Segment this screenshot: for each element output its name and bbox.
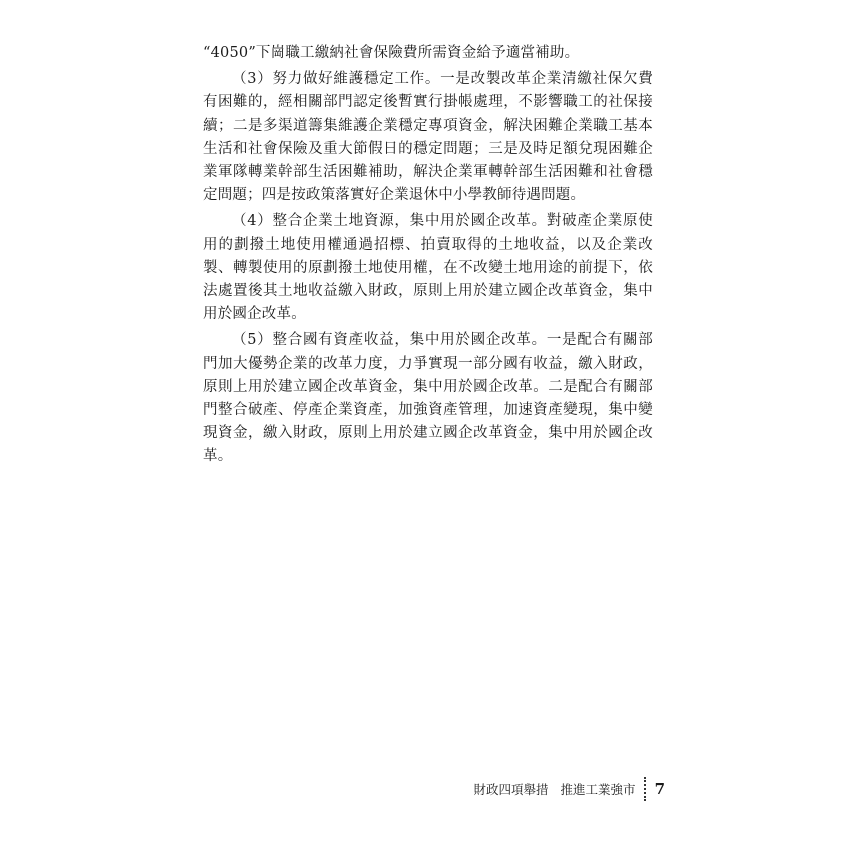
- body-text: [203, 42, 653, 472]
- page-number: 7: [654, 780, 665, 798]
- paragraph-continuation: “4050”下崗職工繳納社會保險費所需資金給予適當補助。: [203, 45, 580, 61]
- paragraph-item-4: （4）整合企業土地資源，集中用於國企改革。對破產企業原使用的劃撥土地使用權通過招標、拍賣取得的土地收益，以及企業改製、轉製使用的原劃撥土地使用權，在不改變土地用途的前提下，依法處置後其土地收益繳入財政，原則上用於建立國企改革資金，集中用於國企改革。: [203, 213, 653, 323]
- footer-divider: [644, 777, 646, 801]
- footer-chapter-title: 財政四項舉措: [473, 782, 549, 797]
- running-footer: [450, 776, 665, 802]
- footer-section-title: 推進工業強市: [560, 782, 636, 797]
- paragraph-item-3: （3）努力做好維護穩定工作。一是改製改革企業清繳社保欠費有困難的，經相關部門認定後暫實行掛帳處理，不影響職工的社保接續；二是多渠道籌集維護企業穩定專項資金，解決困難企業職工基本生活和社會保險及重大節假日的穩定問題；三是及時足額兌現困難企業軍隊轉業幹部生活困難補助，解決企業軍轉幹部生活困難和社會穩定問題；四是按政策落實好企業退休中小學教師待遇問題。: [203, 71, 653, 204]
- paragraph-item-5: （5）整合國有資產收益，集中用於國企改革。一是配合有關部門加大優勢企業的改革力度，力爭實現一部分國有收益，繳入財政，原則上用於建立國企改革資金，集中用於國企改革。二是配合有關部門整合破產、停產企業資產，加強資產管理，加速資產變現，集中變現資金，繳入財政，原則上用於建立國企改革資金，集中用於國企改革。: [203, 332, 653, 465]
